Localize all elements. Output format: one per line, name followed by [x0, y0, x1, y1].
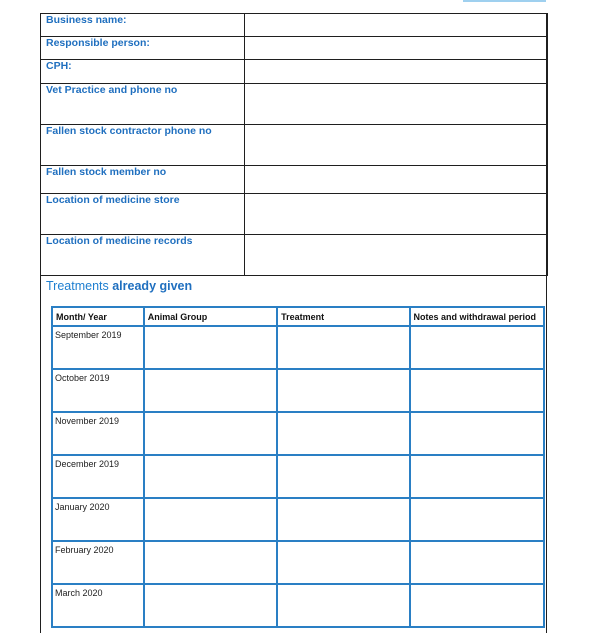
treatment-cell[interactable]: [277, 412, 409, 455]
month-cell: January 2020: [52, 498, 144, 541]
treatment-cell[interactable]: [277, 498, 409, 541]
table-row: [52, 369, 544, 412]
info-row: [41, 60, 548, 84]
medicine-records-location-field[interactable]: [244, 235, 547, 276]
month-cell: September 2019: [52, 326, 144, 369]
vet-practice-field[interactable]: [244, 84, 547, 125]
table-row: [52, 584, 544, 627]
header-accent-bar: [463, 0, 546, 2]
month-cell: February 2020: [52, 541, 144, 584]
section-title-emphasis: already given: [112, 279, 193, 293]
month-cell: March 2020: [52, 584, 144, 627]
info-label: Vet Practice and phone no: [41, 84, 245, 125]
treatment-cell[interactable]: [277, 584, 409, 627]
column-header-treatment: Treatment: [277, 307, 409, 326]
animal-group-cell[interactable]: [144, 584, 277, 627]
info-label: CPH:: [41, 60, 245, 84]
notes-cell[interactable]: [410, 326, 544, 369]
table-row: [52, 455, 544, 498]
animal-group-cell[interactable]: [144, 498, 277, 541]
treatment-cell[interactable]: [277, 541, 409, 584]
fallen-stock-contractor-field[interactable]: [244, 125, 547, 166]
info-row: [41, 235, 548, 276]
info-label: Fallen stock contractor phone no: [41, 125, 245, 166]
info-label: Business name:: [41, 14, 245, 37]
notes-cell[interactable]: [410, 412, 544, 455]
month-cell: October 2019: [52, 369, 144, 412]
info-row: [41, 194, 548, 235]
responsible-person-field[interactable]: [244, 37, 547, 60]
animal-group-cell[interactable]: [144, 326, 277, 369]
column-header-notes: Notes and withdrawal period: [410, 307, 544, 326]
notes-cell[interactable]: [410, 369, 544, 412]
table-row: [52, 326, 544, 369]
treatments-table: [51, 306, 545, 628]
info-label: Fallen stock member no: [41, 166, 245, 194]
fallen-stock-member-field[interactable]: [244, 166, 547, 194]
notes-cell[interactable]: [410, 584, 544, 627]
info-label: Location of medicine records: [41, 235, 245, 276]
info-label: Location of medicine store: [41, 194, 245, 235]
table-header-row: [52, 307, 544, 326]
column-header-animal-group: Animal Group: [144, 307, 277, 326]
info-row: [41, 166, 548, 194]
treatment-cell[interactable]: [277, 455, 409, 498]
month-cell: November 2019: [52, 412, 144, 455]
month-cell: December 2019: [52, 455, 144, 498]
table-row: [52, 541, 544, 584]
notes-cell[interactable]: [410, 498, 544, 541]
section-title-lead: Treatments: [46, 279, 113, 293]
info-row: [41, 37, 548, 60]
section-title: [46, 279, 192, 293]
treatment-cell[interactable]: [277, 326, 409, 369]
info-row: [41, 84, 548, 125]
medicine-store-location-field[interactable]: [244, 194, 547, 235]
info-row: [41, 14, 548, 37]
column-header-month: Month/ Year: [52, 307, 144, 326]
table-row: [52, 498, 544, 541]
info-label: Responsible person:: [41, 37, 245, 60]
info-row: [41, 125, 548, 166]
animal-group-cell[interactable]: [144, 541, 277, 584]
notes-cell[interactable]: [410, 455, 544, 498]
business-info-table: [40, 13, 548, 276]
cph-field[interactable]: [244, 60, 547, 84]
notes-cell[interactable]: [410, 541, 544, 584]
treatment-cell[interactable]: [277, 369, 409, 412]
business-name-field[interactable]: [244, 14, 547, 37]
animal-group-cell[interactable]: [144, 455, 277, 498]
animal-group-cell[interactable]: [144, 412, 277, 455]
animal-group-cell[interactable]: [144, 369, 277, 412]
table-row: [52, 412, 544, 455]
